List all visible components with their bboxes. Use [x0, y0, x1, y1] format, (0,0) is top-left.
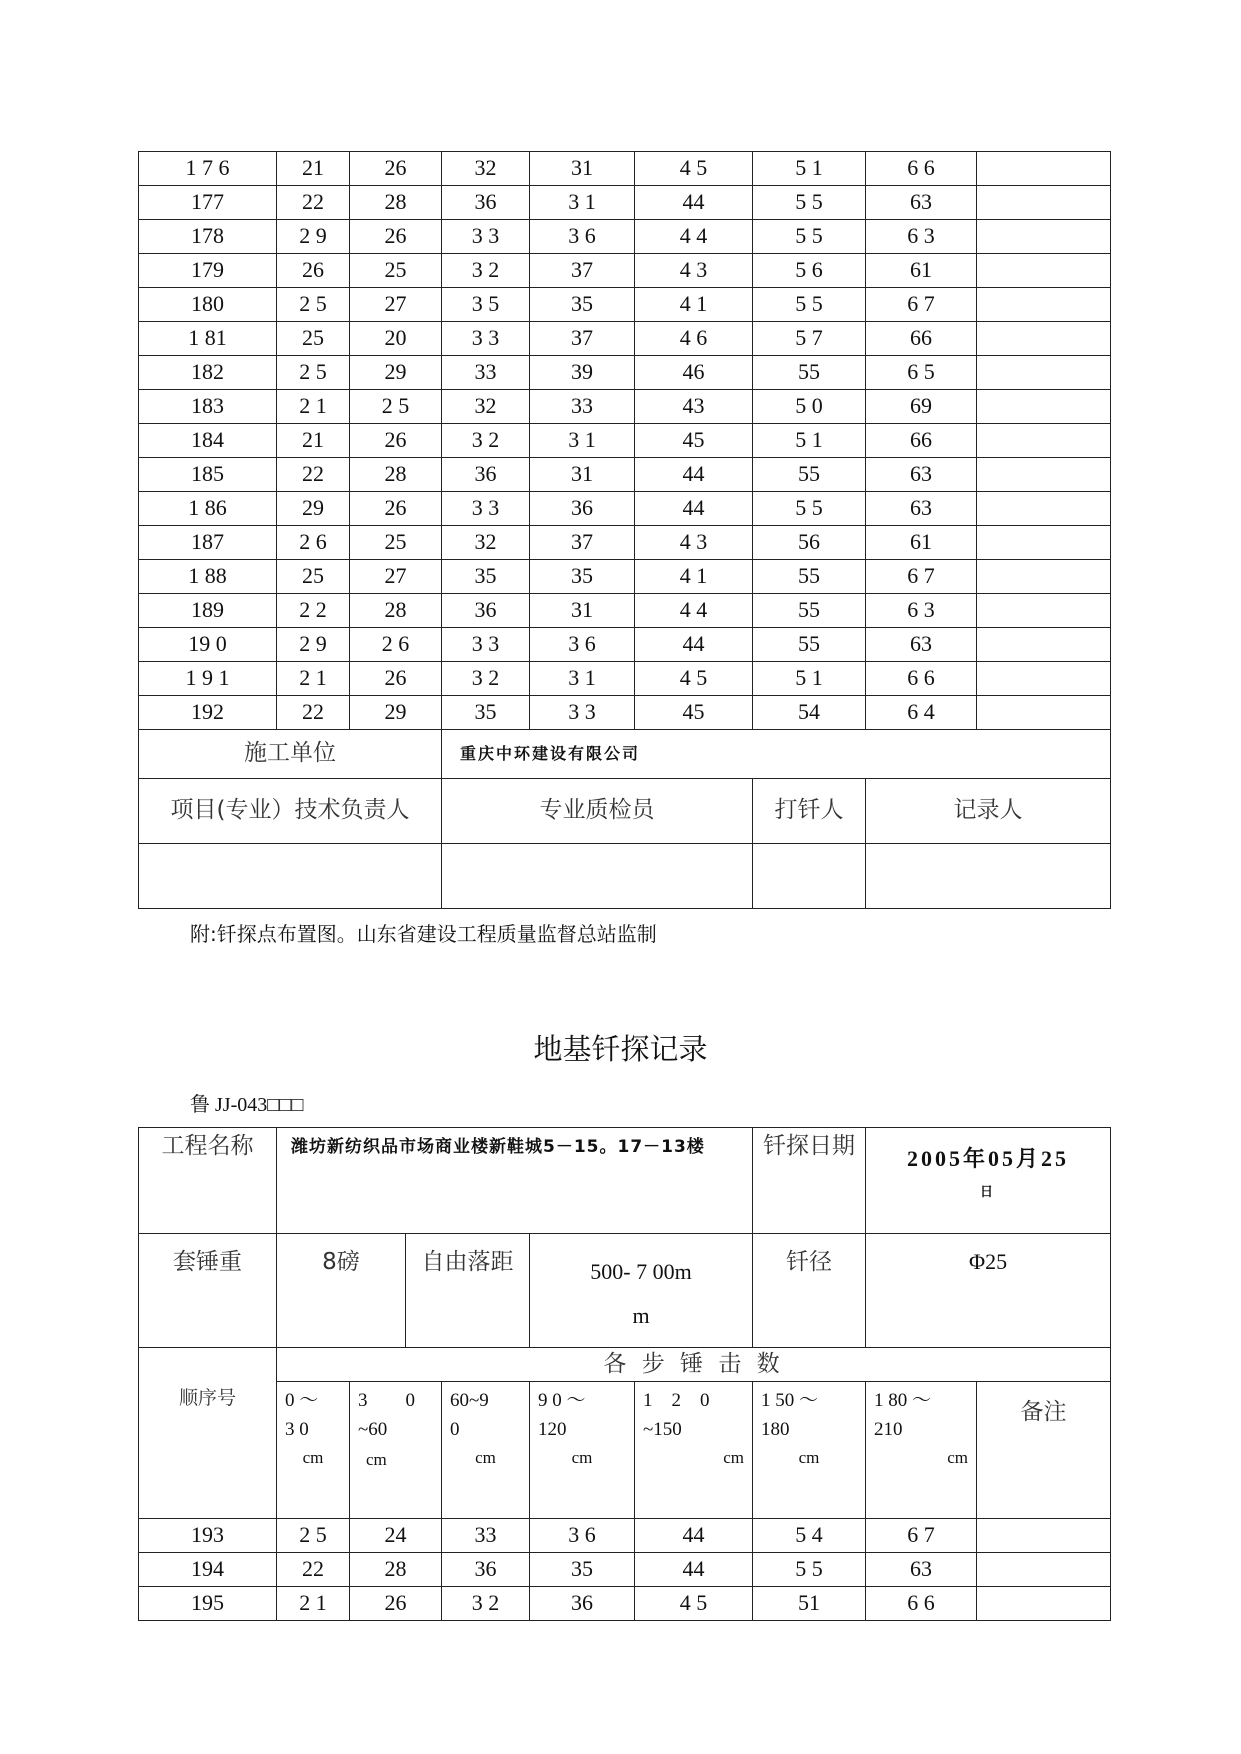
seq-cell: 195	[139, 1587, 277, 1621]
remark-cell	[977, 696, 1111, 730]
remark-cell	[977, 288, 1111, 322]
recorder-label: 记录人	[866, 779, 1111, 844]
value-cell: 28	[350, 1553, 442, 1587]
value-cell: 44	[635, 1519, 753, 1553]
remark-label: 备注	[977, 1382, 1111, 1519]
value-cell: 5 5	[753, 186, 866, 220]
table-row	[139, 662, 1111, 696]
value-cell: 37	[530, 526, 635, 560]
value-cell: 69	[866, 390, 977, 424]
depth-header-60-90	[442, 1382, 530, 1519]
value-cell: 5 5	[753, 492, 866, 526]
value-cell: 4 3	[635, 526, 753, 560]
value-cell: 22	[277, 458, 350, 492]
value-cell: 3 3	[442, 628, 530, 662]
value-cell: 36	[442, 1553, 530, 1587]
value-cell: 24	[350, 1519, 442, 1553]
table-row	[139, 560, 1111, 594]
value-cell: 3 2	[442, 424, 530, 458]
value-cell: 25	[350, 526, 442, 560]
value-cell: 4 1	[635, 288, 753, 322]
depth-header-row	[139, 1382, 1111, 1519]
value-cell: 33	[442, 356, 530, 390]
value-cell: 28	[350, 594, 442, 628]
probe-record-table	[138, 1127, 1111, 1621]
table-row	[139, 390, 1111, 424]
table-row	[139, 1553, 1111, 1587]
value-cell: 5 1	[753, 152, 866, 186]
depth-header-120-150	[635, 1382, 753, 1519]
value-cell: 3 3	[442, 322, 530, 356]
seq-cell: 189	[139, 594, 277, 628]
hammer-weight-label: 套锤重	[139, 1234, 277, 1348]
value-cell: 25	[277, 560, 350, 594]
table-row	[139, 322, 1111, 356]
table-row	[139, 220, 1111, 254]
depth-header-unit: cm	[723, 1447, 745, 1467]
table-row	[139, 1587, 1111, 1621]
value-cell: 4 1	[635, 560, 753, 594]
free-fall-text: 500- 7 00m	[590, 1259, 692, 1284]
value-cell: 55	[753, 560, 866, 594]
value-cell: 4 5	[635, 152, 753, 186]
remark-cell	[977, 186, 1111, 220]
value-cell: 6 7	[866, 288, 977, 322]
value-cell: 5 4	[753, 1519, 866, 1553]
value-cell: 29	[350, 356, 442, 390]
value-cell: 28	[350, 186, 442, 220]
value-cell: 26	[350, 152, 442, 186]
remark-cell	[977, 152, 1111, 186]
probe-date-label: 钎探日期	[753, 1128, 866, 1234]
value-cell: 44	[635, 458, 753, 492]
footnote: 附:钎探点布置图。山东省建设工程质量监督总站监制	[190, 922, 657, 946]
project-row	[139, 1128, 1111, 1234]
value-cell: 36	[530, 492, 635, 526]
value-cell: 44	[635, 492, 753, 526]
remark-cell	[977, 1553, 1111, 1587]
value-cell: 33	[530, 390, 635, 424]
depth-header-top: 3 0	[358, 1390, 416, 1411]
remark-cell	[977, 560, 1111, 594]
value-cell: 36	[442, 186, 530, 220]
value-cell: 2 5	[277, 1519, 350, 1553]
value-cell: 63	[866, 628, 977, 662]
value-cell: 3 1	[530, 662, 635, 696]
value-cell: 6 6	[866, 1587, 977, 1621]
signature-blank-row	[139, 844, 1111, 909]
value-cell: 5 5	[753, 288, 866, 322]
signature-label-row	[139, 779, 1111, 844]
hammer-row	[139, 1234, 1111, 1348]
table-row	[139, 628, 1111, 662]
value-cell: 3 2	[442, 254, 530, 288]
rod-diameter-label: 钎径	[753, 1234, 866, 1348]
remark-cell	[977, 662, 1111, 696]
value-cell: 32	[442, 152, 530, 186]
prober-label: 打钎人	[753, 779, 866, 844]
table-row	[139, 356, 1111, 390]
table-row	[139, 186, 1111, 220]
seq-cell: 180	[139, 288, 277, 322]
seq-cell: 193	[139, 1519, 277, 1553]
value-cell: 2 5	[277, 356, 350, 390]
seq-cell: 1 88	[139, 560, 277, 594]
value-cell: 2 2	[277, 594, 350, 628]
construction-unit-row	[139, 730, 1111, 779]
value-cell: 2 5	[277, 288, 350, 322]
value-cell: 29	[277, 492, 350, 526]
remark-cell	[977, 594, 1111, 628]
value-cell: 5 1	[753, 424, 866, 458]
seq-cell: 187	[139, 526, 277, 560]
probe-date-value	[866, 1128, 1111, 1234]
value-cell: 3 6	[530, 220, 635, 254]
value-cell: 3 6	[530, 1519, 635, 1553]
value-cell: 5 6	[753, 254, 866, 288]
table-row	[139, 288, 1111, 322]
seq-cell: 1 81	[139, 322, 277, 356]
depth-header-mid: ~150	[643, 1419, 682, 1441]
remark-cell	[977, 628, 1111, 662]
value-cell: 63	[866, 186, 977, 220]
value-cell: 32	[442, 526, 530, 560]
seq-cell: 1 86	[139, 492, 277, 526]
probe-date-day: 日	[980, 1183, 997, 1199]
value-cell: 31	[530, 594, 635, 628]
probe-record-header	[139, 1128, 1111, 1621]
value-cell: 35	[442, 560, 530, 594]
depth-header-unit: cm	[571, 1447, 593, 1467]
seq-cell: 182	[139, 356, 277, 390]
value-cell: 39	[530, 356, 635, 390]
value-cell: 4 5	[635, 1587, 753, 1621]
value-cell: 36	[530, 1587, 635, 1621]
value-cell: 3 1	[530, 186, 635, 220]
depth-header-mid: 0	[450, 1419, 460, 1441]
value-cell: 55	[753, 356, 866, 390]
value-cell: 22	[277, 1553, 350, 1587]
value-cell: 31	[530, 152, 635, 186]
value-cell: 3 6	[530, 628, 635, 662]
value-cell: 35	[530, 288, 635, 322]
value-cell: 63	[866, 1553, 977, 1587]
value-cell: 6 3	[866, 594, 977, 628]
value-cell: 35	[442, 696, 530, 730]
value-cell: 66	[866, 322, 977, 356]
seq-cell: 177	[139, 186, 277, 220]
value-cell: 4 4	[635, 594, 753, 628]
seq-cell: 185	[139, 458, 277, 492]
depth-header-unit: cm	[302, 1447, 324, 1467]
table-row	[139, 1519, 1111, 1553]
value-cell: 37	[530, 254, 635, 288]
prober-signature	[753, 844, 866, 909]
value-cell: 55	[753, 594, 866, 628]
value-cell: 22	[277, 186, 350, 220]
value-cell: 3 3	[530, 696, 635, 730]
value-cell: 4 6	[635, 322, 753, 356]
value-cell: 21	[277, 152, 350, 186]
value-cell: 29	[350, 696, 442, 730]
value-cell: 55	[753, 458, 866, 492]
value-cell: 6 6	[866, 152, 977, 186]
free-fall-value	[530, 1234, 753, 1348]
seq-cell: 192	[139, 696, 277, 730]
tech-lead-signature	[139, 844, 442, 909]
recorder-signature	[866, 844, 1111, 909]
value-cell: 5 7	[753, 322, 866, 356]
blows-label: 各 步 锤 击 数	[277, 1348, 1111, 1382]
depth-header-30-60	[350, 1382, 442, 1519]
depth-header-mid: ~60	[358, 1419, 388, 1441]
value-cell: 4 4	[635, 220, 753, 254]
value-cell: 31	[530, 458, 635, 492]
tech-lead-label: 项目(专业）技术负责人	[139, 779, 442, 844]
construction-unit-value: 重庆中环建设有限公司	[442, 730, 1111, 779]
free-fall-label: 自由落距	[406, 1234, 530, 1348]
remark-cell	[977, 220, 1111, 254]
table-row	[139, 696, 1111, 730]
seq-cell: 1 9 1	[139, 662, 277, 696]
value-cell: 43	[635, 390, 753, 424]
value-cell: 5 1	[753, 662, 866, 696]
value-cell: 2 5	[350, 390, 442, 424]
value-cell: 3 3	[442, 220, 530, 254]
value-cell: 33	[442, 1519, 530, 1553]
value-cell: 6 3	[866, 220, 977, 254]
value-cell: 36	[442, 594, 530, 628]
value-cell: 35	[530, 560, 635, 594]
depth-header-top: 1 50 ～	[761, 1390, 819, 1411]
table-row	[139, 424, 1111, 458]
depth-header-unit: cm	[798, 1447, 820, 1467]
quality-inspector-label: 专业质检员	[442, 779, 753, 844]
value-cell: 6 5	[866, 356, 977, 390]
depth-header-top: 1 2 0	[643, 1390, 710, 1411]
value-cell: 44	[635, 628, 753, 662]
depth-header-0-30	[277, 1382, 350, 1519]
value-cell: 55	[753, 628, 866, 662]
value-cell: 3 5	[442, 288, 530, 322]
value-cell: 26	[277, 254, 350, 288]
depth-header-mid: 180	[761, 1419, 790, 1441]
rod-diameter-value: Φ25	[866, 1234, 1111, 1348]
remark-cell	[977, 526, 1111, 560]
table-row	[139, 492, 1111, 526]
value-cell: 21	[277, 424, 350, 458]
value-cell: 3 1	[530, 424, 635, 458]
value-cell: 6 4	[866, 696, 977, 730]
value-cell: 61	[866, 526, 977, 560]
free-fall-unit: m	[632, 1303, 650, 1328]
value-cell: 32	[442, 390, 530, 424]
remark-cell	[977, 424, 1111, 458]
value-cell: 35	[530, 1553, 635, 1587]
value-cell: 2 1	[277, 662, 350, 696]
table-row	[139, 526, 1111, 560]
value-cell: 54	[753, 696, 866, 730]
remark-cell	[977, 356, 1111, 390]
value-cell: 45	[635, 424, 753, 458]
value-cell: 3 2	[442, 662, 530, 696]
page-title: 地基钎探记录	[533, 1032, 708, 1066]
value-cell: 26	[350, 220, 442, 254]
value-cell: 2 6	[277, 526, 350, 560]
value-cell: 4 5	[635, 662, 753, 696]
value-cell: 6 7	[866, 1519, 977, 1553]
depth-header-unit: cm	[947, 1447, 969, 1467]
seq-label: 顺序号	[139, 1348, 277, 1519]
table-row	[139, 594, 1111, 628]
value-cell: 3 2	[442, 1587, 530, 1621]
remark-cell	[977, 1587, 1111, 1621]
value-cell: 2 9	[277, 628, 350, 662]
value-cell: 6 6	[866, 662, 977, 696]
probe-record-table-continued	[138, 151, 1111, 909]
value-cell: 36	[442, 458, 530, 492]
depth-header-90-120	[530, 1382, 635, 1519]
value-cell: 26	[350, 424, 442, 458]
remark-cell	[977, 492, 1111, 526]
value-cell: 5 5	[753, 220, 866, 254]
seq-cell: 179	[139, 254, 277, 288]
value-cell: 3 3	[442, 492, 530, 526]
value-cell: 2 6	[350, 628, 442, 662]
remark-cell	[977, 254, 1111, 288]
blows-header-row	[139, 1348, 1111, 1382]
seq-cell: 183	[139, 390, 277, 424]
hammer-weight-value: 8磅	[277, 1234, 406, 1348]
remark-cell	[977, 458, 1111, 492]
seq-cell: 19 0	[139, 628, 277, 662]
value-cell: 22	[277, 696, 350, 730]
depth-header-mid: 120	[538, 1419, 567, 1441]
value-cell: 66	[866, 424, 977, 458]
value-cell: 2 1	[277, 390, 350, 424]
value-cell: 46	[635, 356, 753, 390]
value-cell: 63	[866, 458, 977, 492]
value-cell: 56	[753, 526, 866, 560]
value-cell: 26	[350, 662, 442, 696]
value-cell: 37	[530, 322, 635, 356]
depth-header-mid: 3 0	[285, 1419, 309, 1441]
value-cell: 26	[350, 1587, 442, 1621]
project-name-label: 工程名称	[139, 1128, 277, 1234]
depth-header-top: 60~9	[450, 1390, 489, 1411]
value-cell: 20	[350, 322, 442, 356]
value-cell: 25	[350, 254, 442, 288]
depth-header-top: 1 80 ～	[874, 1390, 932, 1411]
depth-header-top: 9 0 ～	[538, 1390, 586, 1411]
remark-cell	[977, 322, 1111, 356]
remark-cell	[977, 390, 1111, 424]
seq-cell: 184	[139, 424, 277, 458]
value-cell: 51	[753, 1587, 866, 1621]
value-cell: 5 5	[753, 1553, 866, 1587]
depth-header-unit: cm	[475, 1447, 496, 1467]
value-cell: 61	[866, 254, 977, 288]
value-cell: 63	[866, 492, 977, 526]
seq-cell: 194	[139, 1553, 277, 1587]
value-cell: 27	[350, 288, 442, 322]
depth-header-150-180	[753, 1382, 866, 1519]
value-cell: 44	[635, 1553, 753, 1587]
value-cell: 44	[635, 186, 753, 220]
construction-unit-label: 施工单位	[139, 730, 442, 779]
depth-header-mid: 210	[874, 1419, 903, 1441]
value-cell: 6 7	[866, 560, 977, 594]
value-cell: 25	[277, 322, 350, 356]
value-cell: 2 1	[277, 1587, 350, 1621]
probe-date-text: 2005年05月25	[907, 1146, 1070, 1171]
depth-header-unit: cm	[366, 1449, 387, 1469]
table-row	[139, 152, 1111, 186]
table-row	[139, 458, 1111, 492]
value-cell: 27	[350, 560, 442, 594]
depth-header-180-210	[866, 1382, 977, 1519]
probe-record-body	[139, 152, 1111, 909]
form-code: 鲁 JJ-043□□□	[190, 1094, 304, 1116]
value-cell: 2 9	[277, 220, 350, 254]
remark-cell	[977, 1519, 1111, 1553]
seq-cell: 1 7 6	[139, 152, 277, 186]
project-name-value: 潍坊新纺织品市场商业楼新鞋城5－15。17－13楼	[277, 1128, 753, 1234]
quality-inspector-signature	[442, 844, 753, 909]
value-cell: 28	[350, 458, 442, 492]
table-row	[139, 254, 1111, 288]
value-cell: 45	[635, 696, 753, 730]
value-cell: 5 0	[753, 390, 866, 424]
seq-cell: 178	[139, 220, 277, 254]
depth-header-top: 0 ～	[285, 1390, 319, 1411]
value-cell: 26	[350, 492, 442, 526]
value-cell: 4 3	[635, 254, 753, 288]
